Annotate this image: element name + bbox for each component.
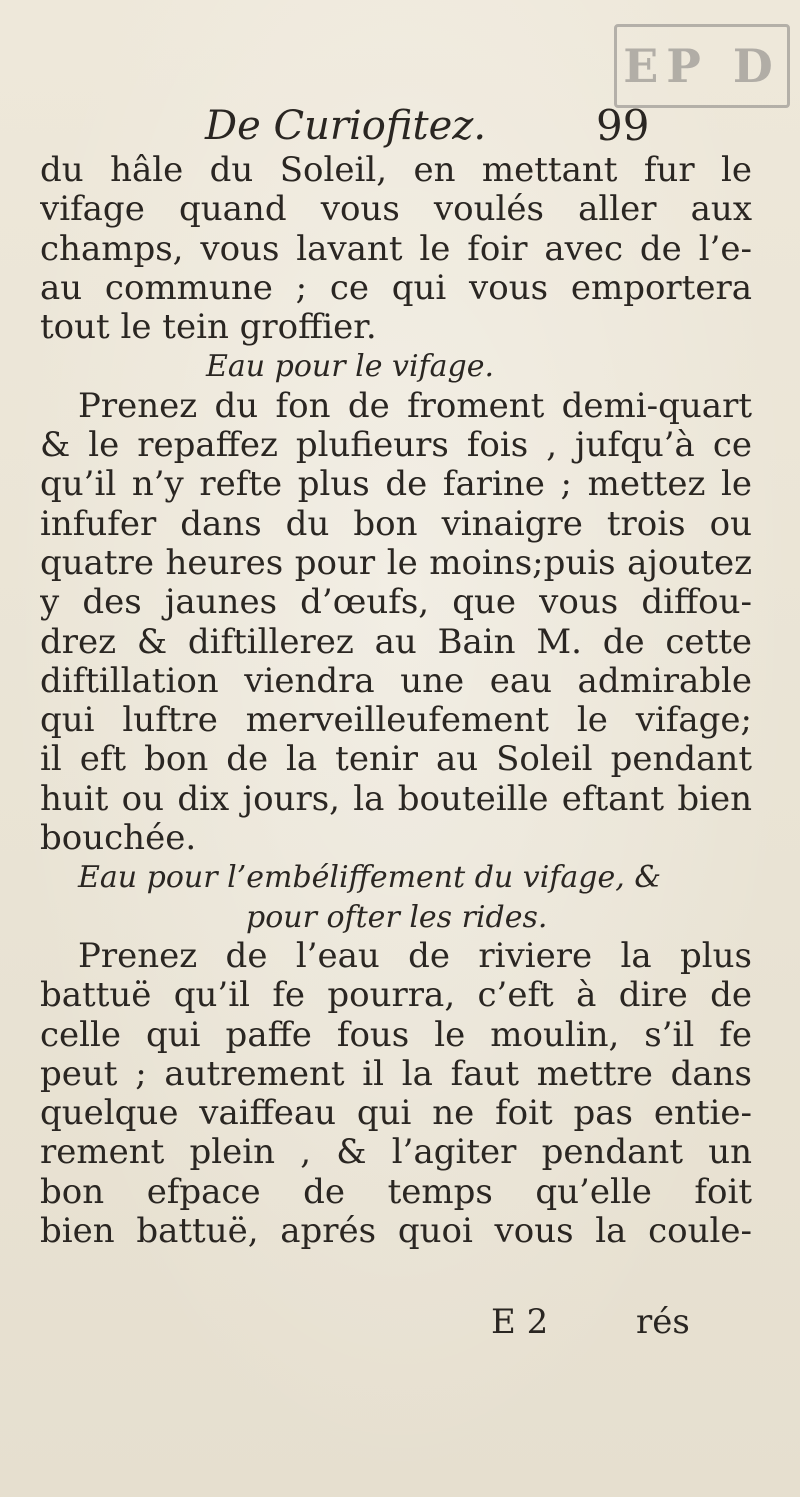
text-line: & le repaffez plufieurs fois , jufqu’à ce xyxy=(40,426,752,466)
text-line: bouchée. xyxy=(40,819,197,859)
text-line: vifage quand vous voulés aller aux xyxy=(40,190,752,230)
text-line: y des jaunes d’œufs, que vous diffou- xyxy=(40,583,752,623)
recipe-heading: Eau pour l’embéliffement du vifage, & xyxy=(78,860,662,896)
library-stamp xyxy=(614,24,790,108)
text-line: au commune ; ce qui vous emportera xyxy=(40,268,752,308)
page-header xyxy=(0,98,800,154)
text-line: rement plein , & l’agiter pendant un xyxy=(40,1133,752,1173)
body-text xyxy=(40,151,752,1251)
text-line: bien battuë, aprés quoi vous la coule- xyxy=(40,1212,752,1252)
text-line: champs, vous lavant le foir avec de l’e- xyxy=(40,229,752,269)
catchword: rés xyxy=(636,1302,690,1342)
text-line: quelque vaiffeau qui ne foit pas entie- xyxy=(40,1094,752,1134)
running-head: De Curiofitez. xyxy=(205,103,487,149)
page-footer xyxy=(0,1302,800,1342)
text-line: diftillation viendra une eau admirable xyxy=(40,661,752,701)
text-line: drez & diftillerez au Bain M. de cette xyxy=(40,622,752,662)
recipe-heading: Eau pour le vifage. xyxy=(206,349,495,385)
text-line: Prenez du fon de froment demi-quart xyxy=(78,386,752,426)
signature-mark: E 2 xyxy=(491,1302,549,1342)
library-stamp-letters: EP D xyxy=(623,39,781,93)
text-line: peut ; autrement il la faut mettre dans xyxy=(40,1054,752,1094)
text-line: du hâle du Soleil, en mettant fur le xyxy=(40,151,752,190)
text-line: qui luftre merveilleufement le vifage; xyxy=(40,701,752,741)
text-line: celle qui paffe fous le moulin, s’il fe xyxy=(40,1015,752,1055)
recipe-heading: pour ofter les rides. xyxy=(246,899,548,935)
text-line: quatre heures pour le moins;puis ajoutez xyxy=(40,543,752,583)
text-line: qu’il n’y refte plus de farine ; mettez le xyxy=(40,465,752,505)
text-line: Prenez de l’eau de riviere la plus xyxy=(78,936,752,976)
text-line: infufer dans du bon vinaigre trois ou xyxy=(40,504,752,544)
text-line: tout le tein groffier. xyxy=(40,308,377,348)
text-line: huit ou dix jours, la bouteille eftant bien xyxy=(40,779,752,819)
page-number: 99 xyxy=(596,101,650,150)
text-line: battuë qu’il fe pourra, c’eft à dire de xyxy=(40,976,752,1016)
text-line: il eft bon de la tenir au Soleil pendant xyxy=(40,740,752,780)
text-line: bon efpace de temps qu’elle foit xyxy=(40,1172,752,1212)
